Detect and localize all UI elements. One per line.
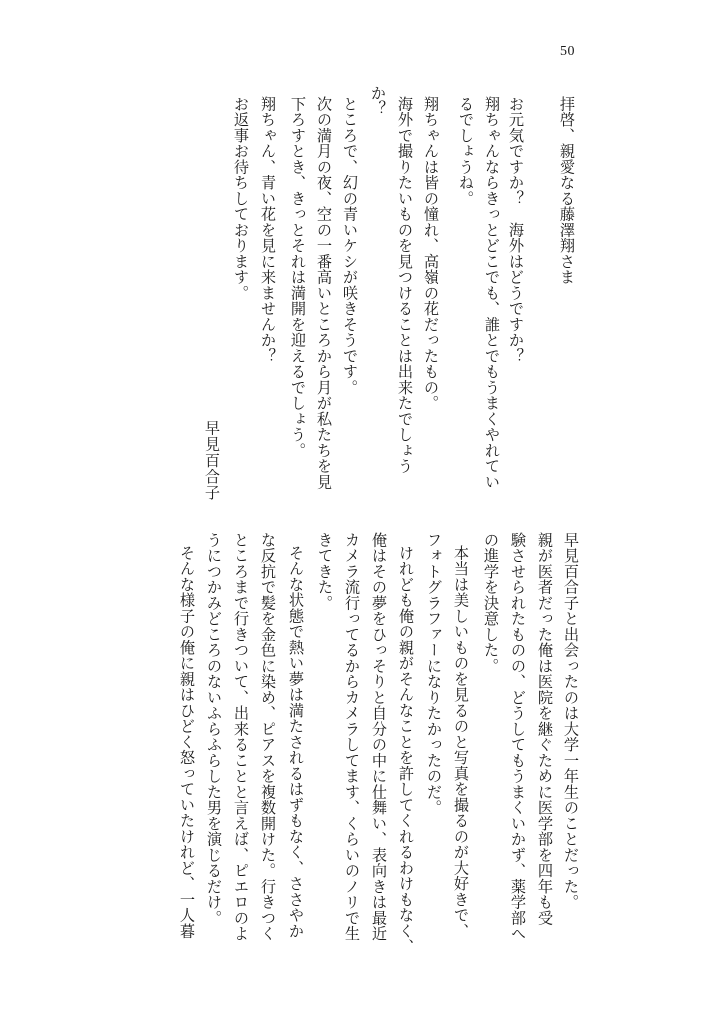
narrative-line: 早見百合子と出会ったのは大学一年生のことだった。 [562,532,580,910]
letter-line: 次の満月の夜、空の一番高いところから月が私たちを見 [315,96,333,490]
narrative-line: ところまで行きついて、出来ることと言えば、ピエロのよ [232,532,250,942]
letter-line: 海外で撮りたいものを見つけることは出来たでしょう [396,96,414,474]
narrative-line: な反抗で髪を金色に染め、ピアスを複数開けた。行きつく [259,532,277,942]
letter-line: か？ [369,85,387,117]
narrative-line: そんな様子の俺に親はひどく怒っていたけれど、一人暮 [178,545,196,939]
letter-line: ところで、幻の青いケシが咲きそうです。 [341,96,359,396]
page-number: 50 [560,44,575,59]
narrative-line: そんな状態で熱い夢は満たされるはずもなく、ささやか [287,545,305,939]
letter-signature: 早見百合子 [203,420,221,501]
narrative-line: 験させられたものの、どうしてもうまくいかず、薬学部へ [509,532,527,942]
narrative-line: 本当は美しいものを見るのと写真を撮るのが大好きで、 [452,545,470,939]
narrative-line: 親が医者だった俺は医院を継ぐために医学部を四年も受 [536,532,554,926]
narrative-line: の進学を決意した。 [482,532,500,674]
narrative-line: フォトグラファーになりたかったのだ。 [425,532,443,816]
narrative-line: きてきた。 [316,532,334,611]
narrative-line: うにつかみどころのないふらふらした男を演じるだけ。 [205,532,223,926]
letter-line: 拝啓、親愛なる藤澤翔さま [558,96,576,285]
narrative-line: 俺はその夢をひっそりと自分の中に仕舞い、表向きは最近 [370,532,388,942]
letter-line: お返事お待ちしております。 [232,96,250,301]
letter-line: お元気ですか？ 海外はどうですか？ [507,96,525,364]
letter-line: 下ろすとき、きっとそれは満開を迎えるでしょう。 [289,96,307,459]
letter-line: 翔ちゃん、青い花を見に来ませんか？ [259,96,277,364]
letter-line: 翔ちゃんは皆の憧れ、高嶺の花だったもの。 [422,96,440,411]
letter-line: 翔ちゃんならきっとどこでも、誰とでもうまくやれてい [483,96,501,490]
narrative-line: けれども俺の親がそんなことを許してくれるわけもなく、 [397,545,415,955]
letter-line: るでしょうね。 [457,96,475,207]
narrative-line: カメラ流行ってるからカメラしてます、くらいのノリで生 [343,532,361,942]
